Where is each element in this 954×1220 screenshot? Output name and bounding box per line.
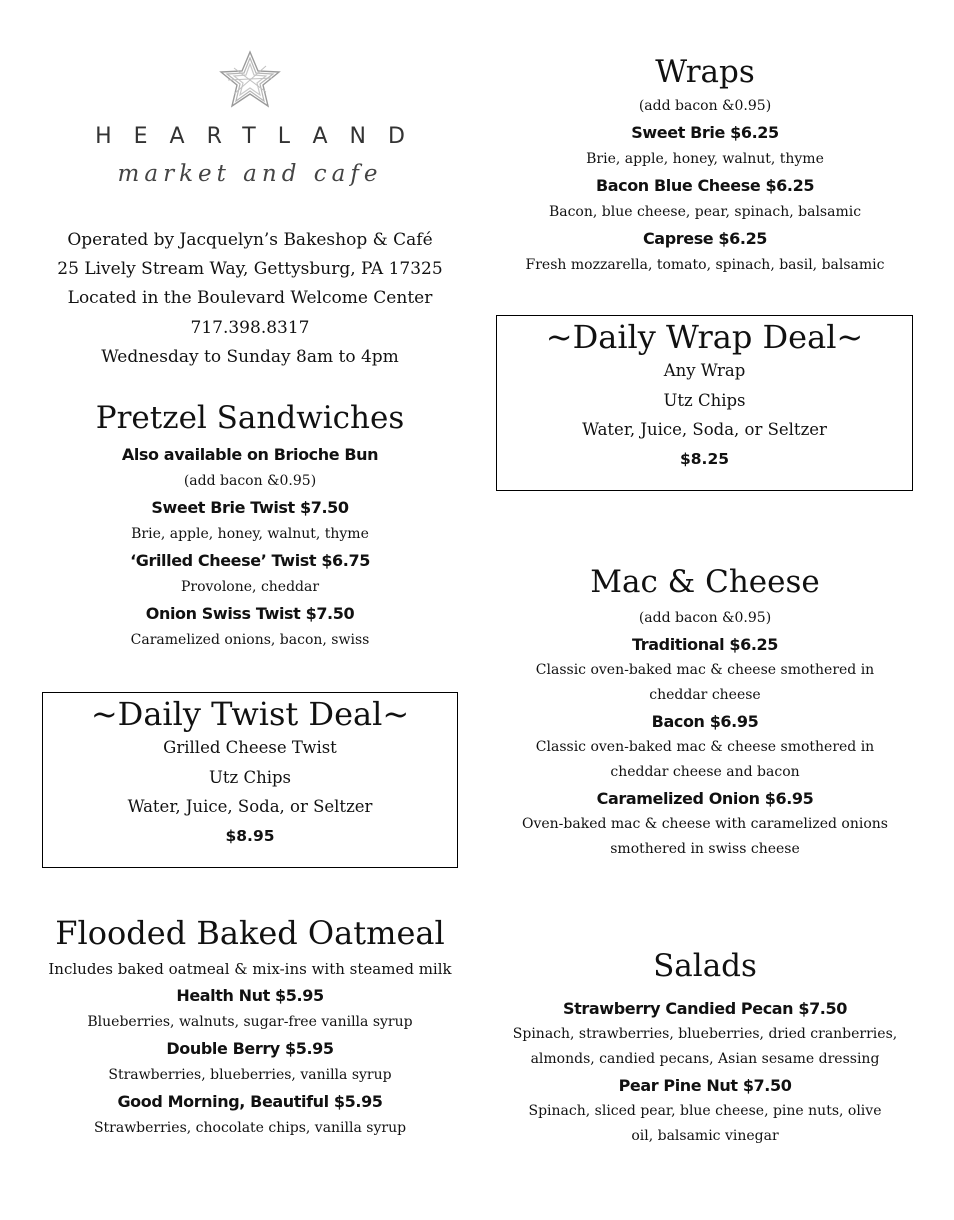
bacon-note: (add bacon &0.95) — [638, 610, 772, 627]
pretzel-section — [40, 400, 460, 653]
deal-title: ~Daily Twist Deal~ — [90, 695, 410, 733]
section-title: Wraps — [655, 54, 755, 90]
menu-item-name: Traditional $6.25 — [632, 635, 778, 655]
deal-line: Water, Juice, Soda, or Seltzer — [127, 797, 373, 817]
star-icon — [218, 50, 282, 108]
menu-item-name: Bacon $6.95 — [651, 712, 759, 732]
deal-price: $8.25 — [679, 449, 730, 468]
menu-item-name: Double Berry $5.95 — [166, 1039, 334, 1059]
menu-item-name: Sweet Brie Twist $7.50 — [151, 498, 349, 518]
menu-item-desc: Strawberries, chocolate chips, vanilla syrup — [93, 1120, 407, 1137]
menu-item-name: Good Morning, Beautiful $5.95 — [117, 1092, 383, 1112]
menu-item-desc: Blueberries, walnuts, sugar-free vanilla syrup — [87, 1014, 413, 1031]
menu-item-desc: Spinach, strawberries, blueberries, dried cranberries, almonds, candied pecans, Asian sesame dressing — [512, 1026, 898, 1068]
deal-line: Water, Juice, Soda, or Seltzer — [582, 420, 827, 440]
deal-line: Grilled Cheese Twist — [163, 738, 337, 758]
menu-item-name: Health Nut $5.95 — [176, 986, 324, 1006]
menu-item-desc: Classic oven-baked mac & cheese smothered in cheddar cheese and bacon — [535, 739, 875, 781]
operator-line: Operated by Jacquelyn’s Bakeshop & Café — [67, 230, 433, 250]
brand-tagline: market and cafe — [117, 161, 383, 187]
menu-item-desc: Bacon, blue cheese, pear, spinach, balsamic — [548, 204, 862, 221]
deal-price: $8.95 — [225, 826, 275, 845]
menu-item-desc: Brie, apple, honey, walnut, thyme — [586, 151, 824, 168]
menu-item-desc: Fresh mozzarella, tomato, spinach, basil, balsamic — [525, 257, 885, 274]
cafe-info — [40, 226, 460, 372]
deal-line: Any Wrap — [663, 361, 746, 381]
menu-item-desc: Provolone, cheddar — [180, 579, 320, 596]
wraps-section — [496, 54, 914, 278]
twist-deal-box — [42, 692, 458, 868]
menu-item-desc: Strawberries, blueberries, vanilla syrup — [108, 1067, 392, 1084]
wrap-deal-box — [496, 315, 913, 491]
menu-item-desc: Oven-baked mac & cheese with caramelized onions smothered in swiss cheese — [521, 816, 888, 858]
section-title: Salads — [653, 948, 757, 984]
menu-item-name: Pear Pine Nut $7.50 — [618, 1076, 792, 1096]
menu-item-desc: Caramelized onions, bacon, swiss — [130, 632, 370, 649]
bacon-note: (add bacon &0.95) — [183, 473, 317, 490]
oatmeal-section — [40, 914, 460, 1141]
section-title: Pretzel Sandwiches — [95, 400, 405, 436]
salads-section — [496, 948, 914, 1149]
deal-line: Utz Chips — [663, 390, 746, 410]
oatmeal-note: Includes baked oatmeal & mix-ins with steamed milk — [48, 960, 452, 979]
menu-item-name: Bacon Blue Cheese $6.25 — [595, 176, 815, 196]
bacon-note: (add bacon &0.95) — [638, 98, 772, 115]
menu-item-name: Caramelized Onion $6.95 — [596, 789, 814, 809]
menu-item-desc: Classic oven-baked mac & cheese smothered in cheddar cheese — [535, 662, 875, 704]
menu-item-name: Caprese $6.25 — [642, 229, 768, 249]
location-line: Located in the Boulevard Welcome Center — [67, 288, 433, 309]
pretzel-subtitle: Also available on Brioche Bun — [121, 445, 379, 465]
mac-section — [496, 564, 914, 862]
section-title: Flooded Baked Oatmeal — [55, 914, 445, 952]
phone-line: 717.398.8317 — [190, 317, 310, 338]
hours-line: Wednesday to Sunday 8am to 4pm — [101, 346, 399, 367]
menu-item-name: Strawberry Candied Pecan $7.50 — [563, 999, 847, 1019]
menu-item-name: Onion Swiss Twist $7.50 — [145, 604, 355, 624]
deal-line: Utz Chips — [208, 767, 292, 787]
address-line: 25 Lively Stream Way, Gettysburg, PA 17325 — [57, 259, 443, 280]
logo — [60, 50, 440, 187]
menu-item-desc: Spinach, sliced pear, blue cheese, pine nuts, olive oil, balsamic vinegar — [528, 1103, 882, 1145]
deal-title: ~Daily Wrap Deal~ — [545, 318, 864, 356]
menu-item-name: ‘Grilled Cheese’ Twist $6.75 — [130, 551, 370, 571]
menu-item-desc: Brie, apple, honey, walnut, thyme — [131, 526, 369, 543]
menu-item-name: Sweet Brie $6.25 — [631, 123, 779, 143]
brand-name: HEARTLAND — [95, 124, 427, 149]
section-title: Mac & Cheese — [590, 564, 820, 600]
